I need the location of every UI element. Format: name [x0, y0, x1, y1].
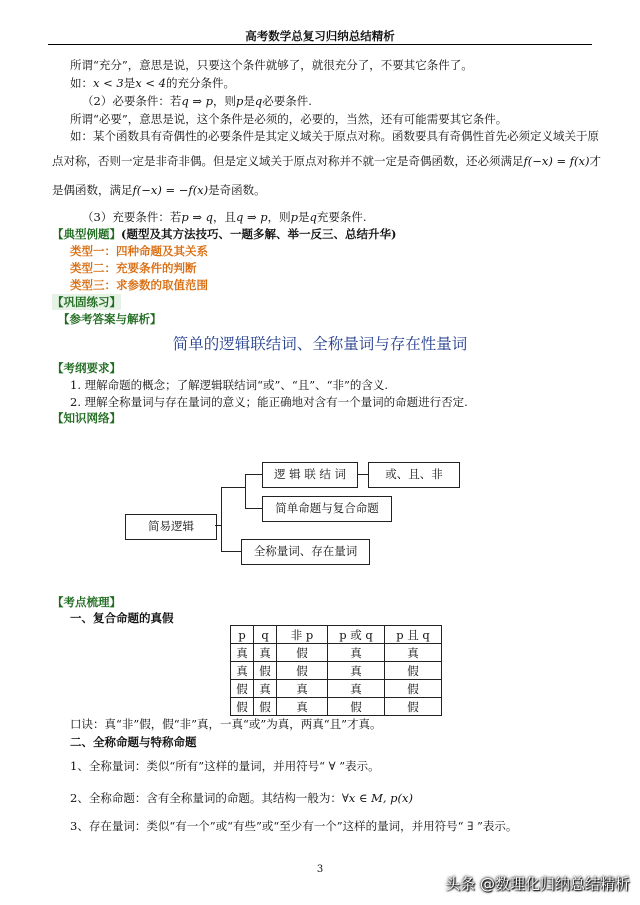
points-item-1: 1、全称量词：类似“所有”这样的量词，并用符号“ ∀ ”表示。 [70, 759, 380, 773]
network-root: 简易逻辑 [125, 514, 217, 540]
necessary-explain: 所谓“必要”，意思是说，这个条件是必须的，必要的，当然，还有可能需要其它条件。 [70, 112, 508, 126]
text: 才 [589, 154, 602, 168]
math: p [290, 210, 299, 224]
answer-heading: 【参考答案与解析】 [58, 312, 162, 326]
page-number: 3 [316, 864, 324, 875]
math: q ⇒ p [181, 94, 213, 108]
math: q [254, 94, 263, 108]
table-cell: 假 [231, 680, 254, 698]
table-cell: 真 [328, 644, 385, 662]
parity-line-1: 如：某个函数具有奇偶性的必要条件是其定义域关于原点对称。函数要具有奇偶性首先必须定义域关于原 [70, 129, 599, 143]
network-branch-quantifiers: 全称量词、存在量词 [241, 539, 370, 565]
text: ，且 [213, 210, 236, 224]
text: ，则 [213, 94, 236, 108]
math: q [309, 210, 317, 224]
table-row [231, 698, 442, 716]
table-row [231, 662, 442, 680]
typical-examples-heading [52, 226, 396, 242]
points-heading: 【考点梳理】 [52, 595, 121, 609]
watermark: 头条 @数理化归纳总结精析 [445, 875, 630, 893]
table-header-cell: p 且 q [385, 626, 442, 644]
table-row [231, 644, 442, 662]
math: x < 4 [135, 76, 166, 90]
necessary-definition [82, 93, 312, 109]
connector [221, 487, 222, 525]
text: （2）必要条件：若 [82, 94, 182, 108]
table-cell: 真 [231, 644, 254, 662]
text: 2、全称命题：含有全称量词的命题。其结构一般为： [70, 791, 342, 805]
math: f(−x) = −f(x) [132, 183, 209, 197]
table-cell: 真 [277, 680, 328, 698]
points-item-3: 3、存在量词：类似“有一个”或“有些”或“至少有一个”这样的量词，并用符号“ ∃ ”表示。 [70, 819, 518, 833]
table-cell: 假 [231, 698, 254, 716]
math: x < 3 [93, 76, 124, 90]
table-cell: 假 [277, 644, 328, 662]
text: 充要条件. [316, 210, 367, 224]
heading: 【典型例题】 [52, 227, 121, 241]
text: 点对称，否则一定是非奇非偶。但是定义域关于原点对称并不就一定是奇偶函数，还必须满足 [52, 154, 524, 168]
math: p ⇒ q [181, 210, 213, 224]
iff-definition [82, 209, 367, 225]
example-type-1: 类型一：四种命题及其关系 [70, 244, 208, 258]
text: 必要条件. [262, 94, 312, 108]
math: q ⇒ p [236, 210, 268, 224]
network-heading: 【知识网络】 [52, 411, 121, 425]
math: ∀x ∈ M, p(x) [341, 791, 413, 805]
table-header-row [231, 626, 442, 644]
points-item-2 [70, 790, 413, 806]
syllabus-heading: 【考纲要求】 [52, 361, 121, 375]
table-cell: 真 [277, 698, 328, 716]
table-cell: 假 [277, 662, 328, 680]
math: p [236, 94, 244, 108]
table-cell: 假 [328, 698, 385, 716]
text: 是 [123, 76, 136, 90]
table-header-cell: p 或 q [328, 626, 385, 644]
table-cell: 假 [385, 662, 442, 680]
table-header-cell: 非 p [277, 626, 328, 644]
table-header-cell: q [254, 626, 277, 644]
table-cell: 假 [254, 698, 277, 716]
table-cell: 真 [328, 680, 385, 698]
example-type-3: 类型三：求参数的取值范围 [70, 278, 208, 292]
table-header-cell: p [231, 626, 254, 644]
text: 如： [70, 76, 93, 90]
text: 是 [243, 94, 255, 108]
table-cell: 真 [254, 644, 277, 662]
syllabus-item-1: 1. 理解命题的概念；了解逻辑联结词“或”、“且”、“非”的含义. [70, 378, 389, 392]
table-row [231, 680, 442, 698]
subtitle: (题型及其方法技巧、一题多解、举一反三、总结升华) [121, 227, 397, 241]
table-cell: 假 [385, 680, 442, 698]
connector [221, 525, 222, 551]
mnemonic: 口诀：真“非”假，假“非”真，一真“或”为真，两真“且”才真。 [70, 717, 382, 731]
points-sub-1: 一、复合命题的真假 [70, 611, 174, 625]
text: 是偶函数，满足 [52, 183, 133, 197]
connector [221, 487, 245, 488]
network-branch-propositions: 简单命题与复合命题 [262, 496, 392, 522]
table-cell: 假 [385, 698, 442, 716]
text: ，则 [267, 210, 291, 224]
section-title: 简单的逻辑联结词、全称量词与存在性量词 [172, 335, 468, 353]
text: 的充分条件。 [166, 76, 235, 90]
text: （3）充要条件：若 [82, 210, 182, 224]
sufficient-example [70, 75, 235, 91]
header-rule [48, 44, 592, 45]
header-title: 高考数学总复习归纳总结精析 [245, 29, 395, 43]
table-cell: 假 [254, 662, 277, 680]
text: 是奇函数。 [208, 183, 266, 197]
network-branch-connectives: 逻 辑 联 结 词 [262, 462, 358, 488]
practice-heading: 【巩固练习】 [52, 295, 121, 309]
points-sub-2: 二、全称命题与特称命题 [70, 735, 197, 749]
connector [221, 551, 241, 552]
table-cell: 真 [328, 662, 385, 680]
example-type-2: 类型二：充要条件的判断 [70, 261, 197, 275]
table-cell: 真 [254, 680, 277, 698]
syllabus-item-2: 2. 理解全称量词与存在量词的意义；能正确地对含有一个量词的命题进行否定. [70, 395, 468, 409]
table-cell: 真 [231, 662, 254, 680]
truth-table [230, 625, 442, 716]
connector [245, 474, 246, 508]
parity-line-3 [52, 182, 266, 198]
connector [245, 508, 262, 509]
math: f(−x) = f(x) [523, 154, 590, 168]
text: 是 [298, 210, 310, 224]
table-cell: 真 [385, 644, 442, 662]
parity-line-2 [52, 153, 601, 169]
network-leaf-or-and-not: 或、且、非 [368, 462, 460, 488]
sufficient-explain: 所谓“充分”，意思是说，只要这个条件就够了，就很充分了，不要其它条件了。 [70, 58, 473, 72]
connector [245, 474, 262, 475]
